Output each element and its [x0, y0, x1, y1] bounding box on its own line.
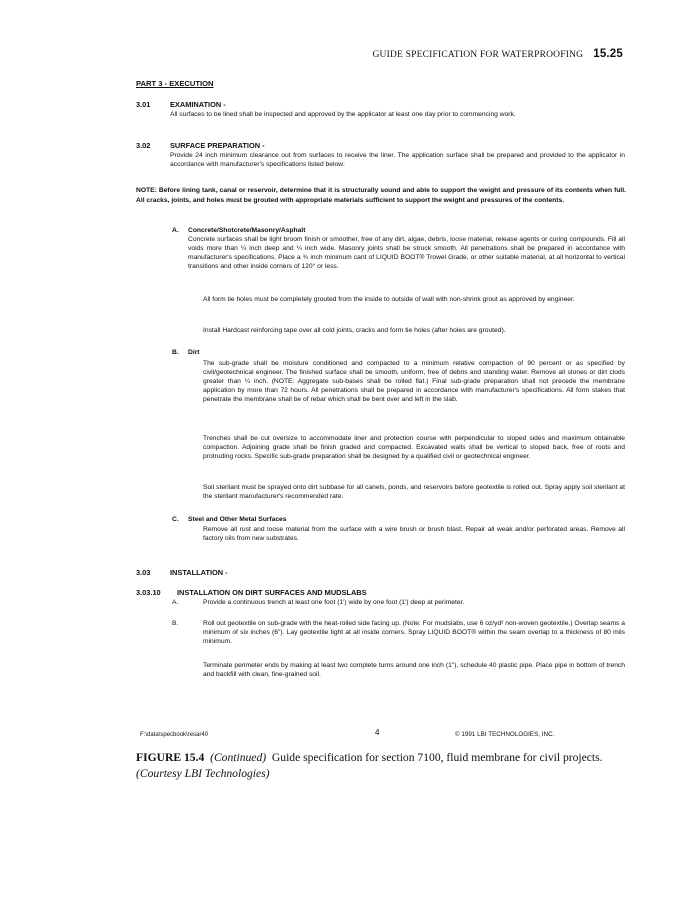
subsection-b-title: Dirt — [188, 349, 200, 356]
structural-note: NOTE: Before lining tank, canal or reservoir, determine that it is structurally sound and able to support the weight and pressure of its contents when full. All cracks, joints, and holes must be grouted with appropriate materials sufficient to support the weight and pressures of the contents. — [136, 187, 626, 204]
section-3-01-title: EXAMINATION - — [170, 100, 226, 109]
subsection-a-paragraph-2: All form tie holes must be completely grouted from the inside to outside of wall with non-shrink grout as approved by engineer. — [203, 296, 575, 303]
step-a-letter: A. — [172, 599, 179, 606]
footer-copyright: © 1991 LBI TECHNOLOGIES, INC. — [455, 731, 555, 738]
section-3-03-10-title: INSTALLATION ON DIRT SURFACES AND MUDSLABS — [177, 588, 367, 597]
figure-caption-text: Guide specification for section 7100, fluid membrane for civil projects. — [271, 751, 603, 764]
section-3-03-10-number: 3.03.10 — [136, 588, 161, 597]
subsection-a-paragraph-3: Install Hardcast reinforcing tape over all cold joints, cracks and form tie holes (after holes are grouted). — [203, 327, 506, 334]
subsection-c-letter: C. — [172, 516, 179, 523]
step-b-body: Roll out geotextile on sub-grade with the heat-rolled side facing up. (Note: For mudslabs, use 6 oz/yd² non-woven geotextile.) Overlap seams a minimum of six inches (6"). Lay geotextile tight at all inside corners. Spray LIQUID BOOT® within the seam overlap to a thickness of 80 mils minimum. — [203, 620, 625, 645]
subsection-a-title: Concrete/Shotcrete/Masonry/Asphalt — [188, 227, 306, 234]
subsection-a-paragraph-1: Concrete surfaces shall be light broom finish or smoother, free of any dirt, algae, debris, loose material, release agents or curing compounds. Fill all voids more than ¼ inch deep and ¼ inch wide. Masonry joints shall be struck smooth. All penetrations shall be prepared in accordance with manufacturer's specifications. Place a ¾ inch minimum cant of LIQUID BOOT® Trowel Grade, or other suitable material, at all horizontal to vertical transitions and other inside corners of 120° or less. — [188, 236, 625, 270]
step-a-body: Provide a continuous trench at least one foot (1') wide by one foot (1') deep at perimeter. — [203, 599, 465, 606]
figure-courtesy: (Courtesy LBI Technologies) — [136, 767, 270, 780]
section-3-02-body: Provide 24 inch minimum clearance out from surfaces to receive the liner. The application surface shall be prepared and provided to the applicator in accordance with manufacturer's specifications listed below: — [170, 152, 625, 168]
section-3-03-number: 3.03 — [136, 568, 151, 577]
subsection-b-paragraph-3: Soil sterilant must be sprayed onto dirt subbase for all canels, ponds, and reservoirs before geotextile is rolled out. Spray apply soil sterilant at the sterilant manufacturer's recommended rate. — [203, 484, 625, 500]
step-b-paragraph-2: Terminate perimeter ends by making at least two complete turns around one inch (1"), schedule 40 plastic pipe. Place pipe in bottom of trench and backfill with clean, fine-grained soil. — [203, 662, 625, 678]
page-number: 15.25 — [593, 48, 623, 60]
section-3-02-title: SURFACE PREPARATION - — [170, 141, 265, 150]
subsection-b-paragraph-2: Trenches shall be cut oversize to accommodate liner and protection course with perpendicular to sloped sides and maximum obtainable compaction. Adjoining grade shall be finish graded and compacted. Excavated walls shall be vertical to sloped back, free of roots and protruding rocks. Specific sub-grade preparation shall be designed by a qualified civil or geotechnical engineer. — [203, 435, 625, 460]
section-3-01-number: 3.01 — [136, 100, 151, 109]
running-header — [373, 50, 624, 60]
subsection-b-paragraph-1: The sub-grade shall be moisture conditioned and compacted to a minimum relative compaction of 90 percent or as specified by civil/geotechnical engineer. The finished surface shall be smooth, uniform, free of debris and standing water. Remove all stones or dirt clods greater than ¼ inch. (NOTE: Aggregate sub-bases shall be rolled flat.) Final sub-grade preparation shall not precede the membrane application by more than 72 hours. All penetrations shall be prepared in accordance with manufacturer's specifications. All form stakes that penetrate the membrane shall be of rebar which shall be bent over and left in the slab. — [203, 360, 625, 403]
subsection-c-paragraph-1: Remove all rust and loose material from the surface with a wire brush or brush blast. Repair all weak and/or perforated areas. Remove all factory oils from new substrates. — [203, 526, 625, 542]
part-title: PART 3 - EXECUTION — [136, 79, 214, 88]
step-b-letter: B. — [172, 620, 179, 627]
subsection-c-title: Steel and Other Metal Surfaces — [188, 516, 287, 523]
footer-page-number: 4 — [375, 728, 380, 737]
figure-continued: (Continued) — [210, 751, 267, 764]
section-3-02-number: 3.02 — [136, 141, 151, 150]
section-3-03-title: INSTALLATION - — [170, 568, 228, 577]
section-3-01-body: All surfaces to be lined shall be inspected and approved by the applicator at least one day prior to commencing work. — [170, 111, 516, 118]
figure-label: FIGURE 15.4 — [136, 751, 205, 764]
subsection-b-letter: B. — [172, 349, 179, 356]
subsection-a-letter: A. — [172, 227, 179, 234]
figure-caption — [136, 750, 626, 782]
footer-file-path: F:\data\specbook\resar40 — [140, 732, 209, 738]
running-title: GUIDE SPECIFICATION FOR WATERPROOFING — [372, 50, 584, 60]
